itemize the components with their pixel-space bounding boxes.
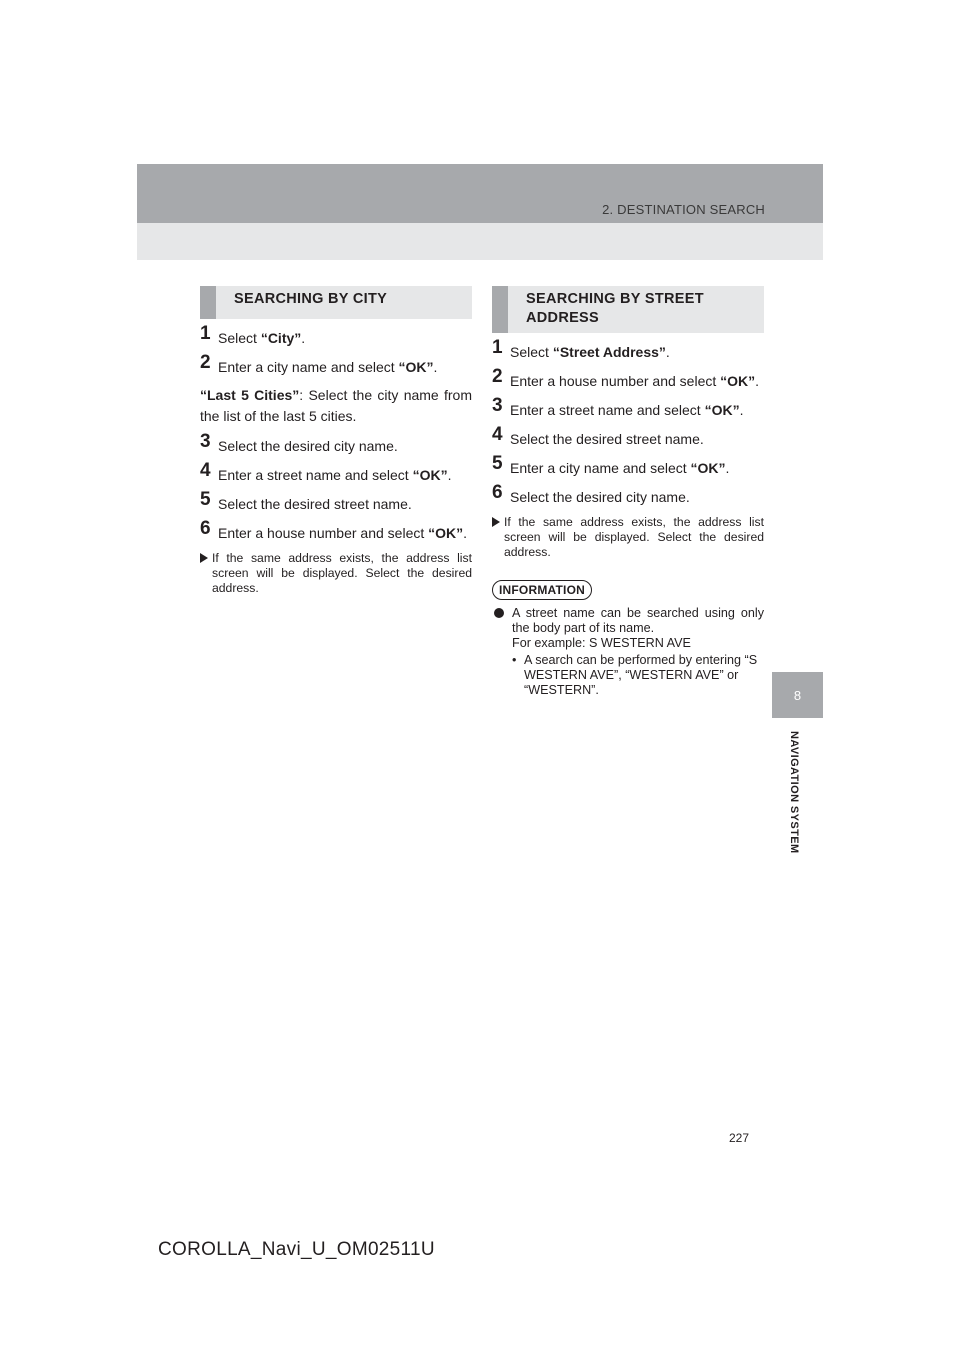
heading-marker: [492, 286, 508, 333]
right-column: [492, 286, 764, 698]
section-title: 2. DESTINATION SEARCH: [602, 202, 765, 217]
chapter-number: 8: [793, 687, 802, 703]
left-column: [200, 286, 472, 596]
document-code: COROLLA_Navi_U_OM02511U: [158, 1239, 435, 1260]
chapter-label: NAVIGATION SYSTEM: [788, 731, 800, 854]
chapter-tab: [772, 672, 823, 718]
triangle-bullet-icon: [492, 517, 500, 527]
section-heading-city: SEARCHING BY CITY: [200, 286, 472, 319]
circle-bullet-icon: [494, 608, 504, 618]
information-heading: INFORMATION: [492, 580, 592, 600]
step-item: 1 Select “City”.: [200, 323, 306, 346]
step-item: 5 Select the desired street name.: [200, 489, 412, 512]
section-heading-street: SEARCHING BY STREET ADDRESS: [492, 286, 764, 333]
step-item: 4 Select the desired street name.: [492, 424, 704, 447]
dot-bullet-icon: •: [512, 653, 517, 667]
information-item: A street name can be searched using only the body part of its name. For example: S WESTERN AVE • A search can be performed by entering “S WESTERN AVE”, “WESTERN AVE” or “WESTERN”.: [492, 606, 764, 698]
step-item: 5 Enter a city name and select “OK”.: [492, 453, 730, 476]
step-item: 3 Select the desired city name.: [200, 431, 398, 454]
page-number: 227: [729, 1131, 750, 1145]
header-band: [137, 164, 823, 223]
note-item: If the same address exists, the address list screen will be displayed. Select the desired address.: [200, 551, 472, 596]
step-item: 6 Enter a house number and select “OK”.: [200, 518, 468, 541]
option-description: “Last 5 Cities”: Select the city name from the list of the last 5 cities.: [200, 387, 472, 424]
note-item: If the same address exists, the address list screen will be displayed. Select the desired address.: [492, 515, 764, 560]
heading-marker: [200, 286, 216, 319]
header-subband: [137, 223, 823, 260]
step-list: [200, 323, 472, 596]
information-subitem: • A search can be performed by entering “S WESTERN AVE”, “WESTERN AVE” or “WESTERN”.: [512, 653, 758, 697]
step-list: [492, 337, 764, 560]
step-item: 3 Enter a street name and select “OK”.: [492, 395, 744, 418]
step-item: 2 Enter a house number and select “OK”.: [492, 366, 760, 389]
step-item: 4 Enter a street name and select “OK”.: [200, 460, 452, 483]
triangle-bullet-icon: [200, 553, 208, 563]
step-item: 2 Enter a city name and select “OK”.: [200, 352, 438, 375]
step-item: 6 Select the desired city name.: [492, 482, 690, 505]
step-item: 1 Select “Street Address”.: [492, 337, 670, 360]
